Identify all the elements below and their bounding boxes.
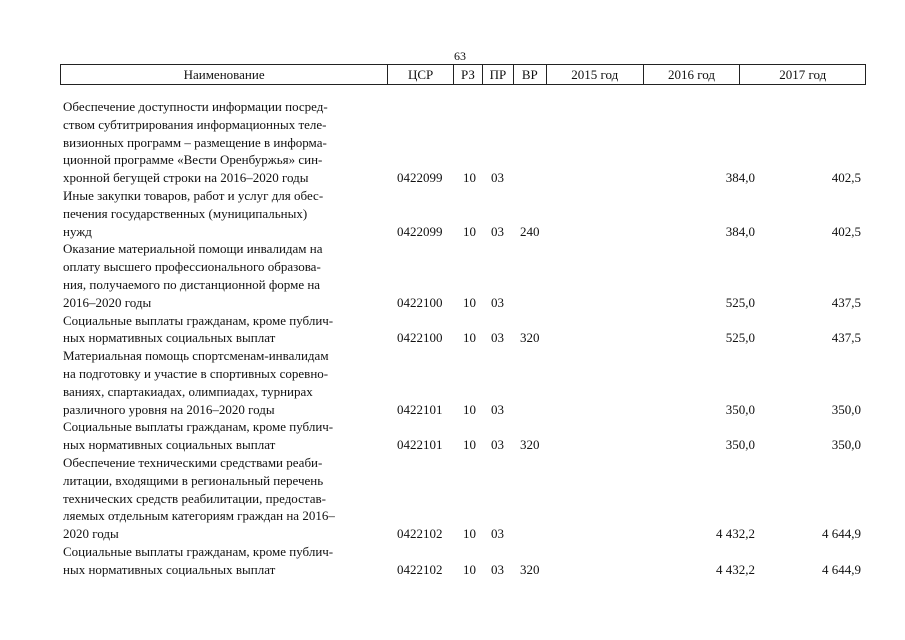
row-rz: 10 (463, 561, 476, 577)
row-name (63, 240, 385, 311)
row-pr: 03 (491, 294, 504, 310)
row-name-line: оплату высшего профессионального образова- (63, 259, 321, 275)
row-name-line: Социальные выплаты гражданам, кроме публич- (63, 544, 334, 559)
row-name-line: ния, получаемого по дистанционной форме на (63, 276, 321, 292)
row-name-line: ством субтитрирования информационных теле- (63, 116, 327, 132)
row-name-line: печения государственных (муниципальных) (63, 205, 308, 221)
row-csr: 0422101 (397, 401, 443, 417)
row-csr: 0422099 (397, 223, 443, 239)
header-year-2017: 2017 год (779, 66, 827, 82)
page-number: 63 (454, 49, 466, 63)
row-name (63, 454, 385, 543)
row-year-2016: 4 432,2 (716, 561, 755, 577)
row-vr: 320 (520, 561, 540, 577)
row-name (63, 312, 385, 348)
row-year-2016: 384,0 (725, 223, 755, 239)
row-name-line: 2020 годы (63, 526, 119, 542)
row-csr: 0422102 (397, 526, 443, 542)
row-csr: 0422100 (397, 330, 443, 346)
row-name-line: ных нормативных социальных выплат (63, 330, 276, 346)
header-vr: ВР (514, 65, 547, 84)
row-pr: 03 (491, 330, 504, 346)
header-rz: РЗ (454, 65, 483, 84)
row-name-line: технических средств реабилитации, предостав- (63, 490, 326, 506)
row-rz: 10 (463, 437, 476, 453)
row-year-2016: 4 432,2 (716, 526, 755, 542)
row-vr: 320 (520, 437, 540, 453)
row-pr: 03 (491, 437, 504, 453)
row-name (63, 347, 385, 418)
row-rz: 10 (463, 330, 476, 346)
row-year-2017: 4 644,9 (822, 561, 861, 577)
row-rz: 10 (463, 294, 476, 310)
row-year-2016: 350,0 (725, 401, 755, 417)
row-year-2017: 4 644,9 (822, 526, 861, 542)
row-name-line: визионных программ – размещение в информа- (63, 134, 327, 150)
row-year-2016: 525,0 (725, 330, 755, 346)
row-name-line: ных нормативных социальных выплат (63, 561, 276, 577)
row-rz: 10 (463, 223, 476, 239)
row-name-line: Обеспечение доступности информации посред- (63, 99, 328, 114)
row-name-line: на подготовку и участие в спортивных соревно- (63, 365, 329, 381)
header-name: Наименование (61, 65, 388, 84)
row-csr: 0422102 (397, 561, 443, 577)
row-rz: 10 (463, 170, 476, 186)
row-name-line: Обеспечение техническими средствами реаби- (63, 455, 323, 470)
row-name-line: ляемых отдельным категориям граждан на 2016– (63, 508, 335, 524)
header-pr: ПР (483, 65, 514, 84)
row-year-2017: 402,5 (831, 170, 861, 186)
row-name-line: ционной программе «Вести Оренбуржья» син- (63, 152, 323, 168)
row-vr: 320 (520, 330, 540, 346)
row-name-line: Оказание материальной помощи инвалидам на (63, 241, 323, 257)
header-csr: ЦСР (388, 65, 454, 84)
row-pr: 03 (491, 170, 504, 186)
row-name-line: различного уровня на 2016–2020 годы (63, 401, 275, 417)
row-year-2016: 384,0 (725, 170, 755, 186)
row-name-line: ваниях, спартакиадах, олимпиадах, турнирах (63, 383, 313, 399)
row-name-line: Социальные выплаты гражданам, кроме публич- (63, 312, 334, 328)
header-year-2015: 2015 год (547, 65, 644, 84)
row-year-2017: 350,0 (831, 437, 861, 453)
row-name (63, 187, 385, 240)
header-year-2016: 2016 год (644, 65, 741, 84)
row-pr: 03 (491, 223, 504, 239)
row-name (63, 418, 385, 454)
row-csr: 0422099 (397, 170, 443, 186)
row-rz: 10 (463, 526, 476, 542)
row-name-line: нужд (63, 223, 92, 239)
row-year-2017: 437,5 (831, 294, 861, 310)
row-pr: 03 (491, 526, 504, 542)
row-year-2017: 402,5 (831, 223, 861, 239)
row-name (63, 98, 385, 187)
row-year-2016: 525,0 (725, 294, 755, 310)
row-vr: 240 (520, 223, 540, 239)
row-name-line: ных нормативных социальных выплат (63, 437, 276, 453)
row-csr: 0422101 (397, 437, 443, 453)
row-rz: 10 (463, 401, 476, 417)
row-pr: 03 (491, 401, 504, 417)
row-name-line: Социальные выплаты гражданам, кроме публич- (63, 419, 334, 435)
row-name-line: литации, входящими в региональный перечень (63, 472, 324, 488)
row-year-2017: 350,0 (831, 401, 861, 417)
row-name (63, 543, 385, 579)
row-year-2016: 350,0 (725, 437, 755, 453)
row-pr: 03 (491, 561, 504, 577)
row-name-line: Материальная помощь спортсменам-инвалидам (63, 348, 329, 364)
row-name-line: Иные закупки товаров, работ и услуг для обес- (63, 188, 324, 203)
row-csr: 0422100 (397, 294, 443, 310)
row-year-2017: 437,5 (831, 330, 861, 346)
row-name-line: 2016–2020 годы (63, 294, 152, 310)
row-name-line: хронной бегущей строки на 2016–2020 годы (63, 170, 309, 186)
